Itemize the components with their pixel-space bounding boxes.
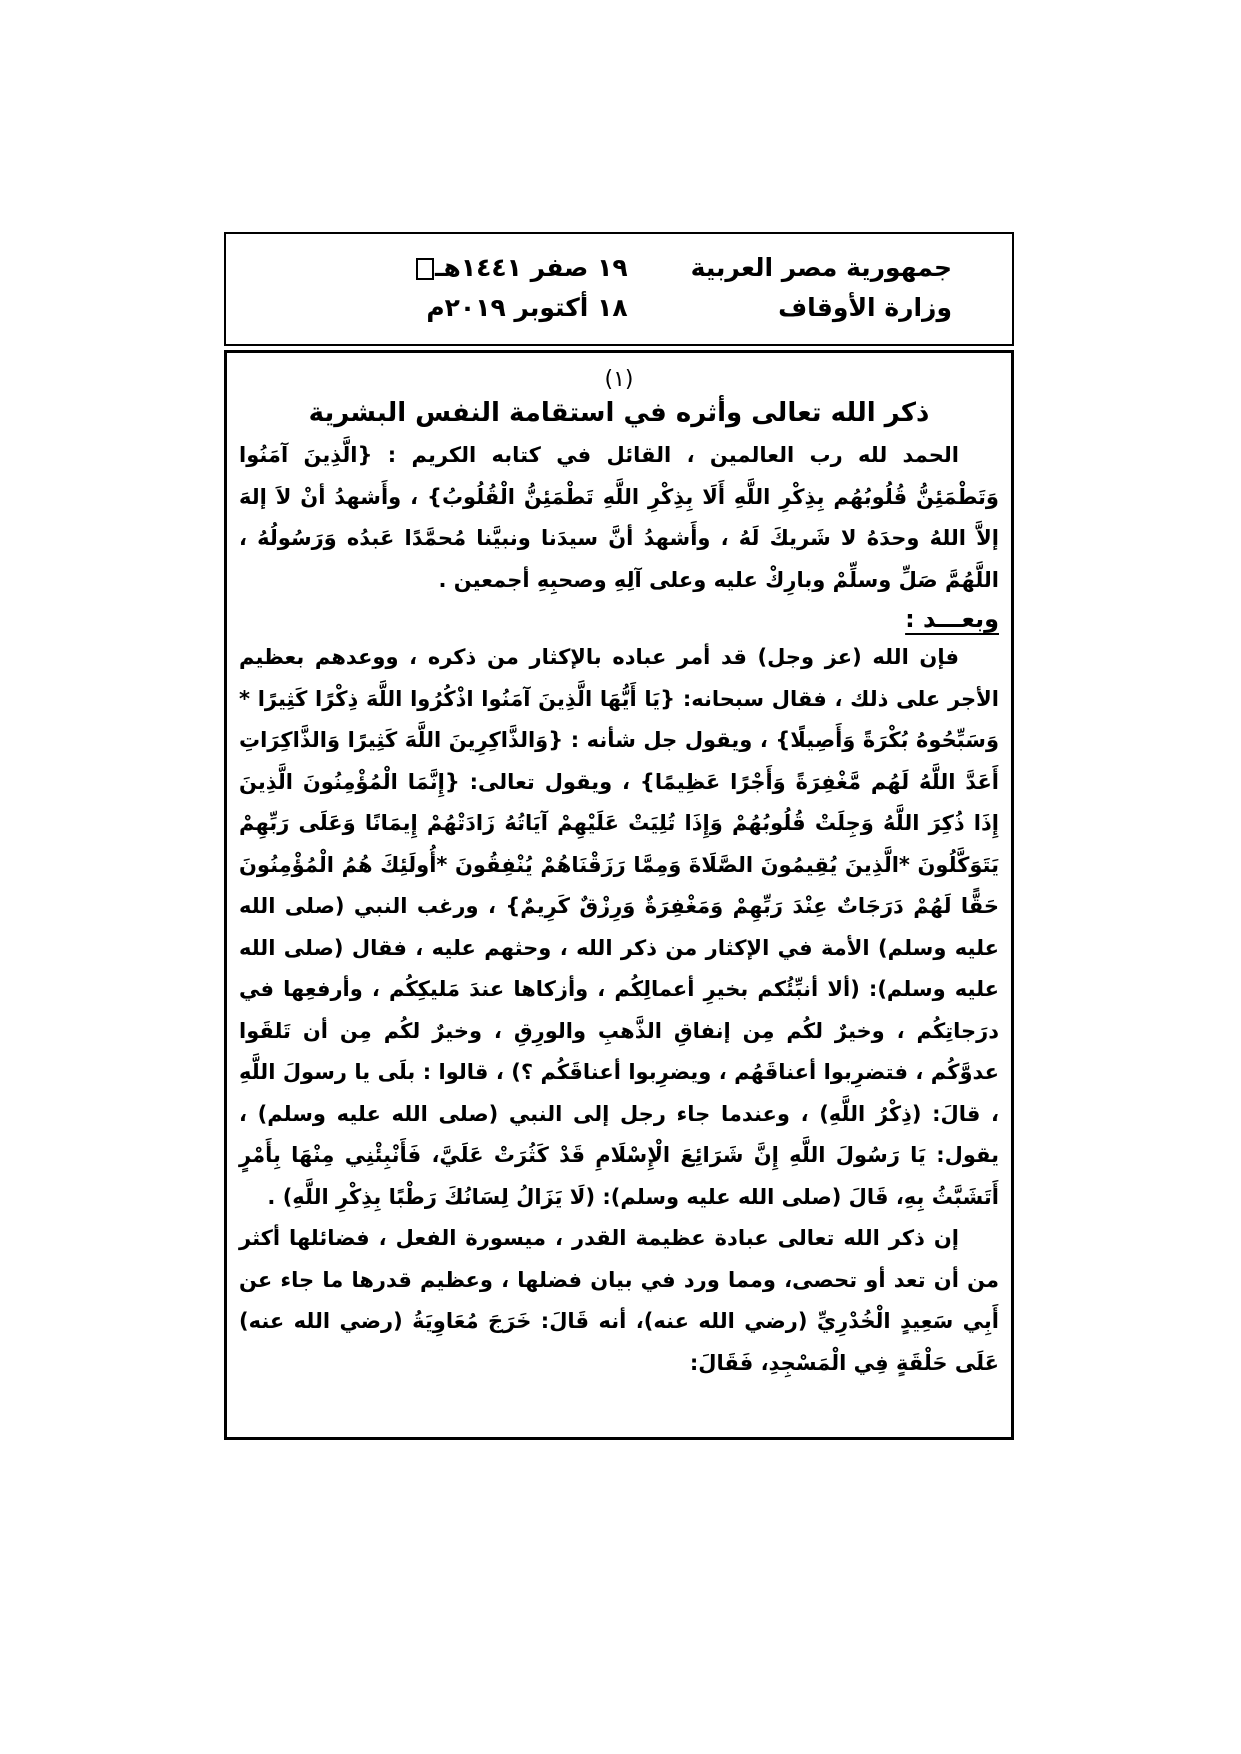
missing-glyph-box — [416, 258, 434, 280]
closing-paragraph: إن ذكر الله تعالى عبادة عظيمة القدر ، ميسورة الفعل ، فضائلها أكثر من أن تعد أو تحصى، ومما ورد في بيان فضلها ، وعظيم قدرها ما جاء عن أَبِي سَعِيدٍ الْخُدْرِيِّ (رضي الله عنه)، أنه قَالَ: خَرَجَ مُعَاوِيَةُ (رضي الله عنه) عَلَى حَلْقَةٍ فِي الْمَسْجِدِ، فَقَالَ: — [239, 1226, 999, 1375]
gregorian-date: ١٨ أكتوبر ٢٠١٩م — [426, 293, 628, 322]
wa-bad-heading: وبعـــد : — [905, 605, 999, 633]
header-box — [224, 232, 1014, 346]
sermon-title: ذكر الله تعالى وأثره في استقامة النفس البشرية — [308, 398, 930, 428]
ministry-block — [691, 248, 952, 328]
ministry-name: وزارة الأوقاف — [778, 293, 952, 322]
content-box — [224, 350, 1014, 1440]
opening-paragraph: الحمد لله رب العالمين ، القائل في كتابه الكريم : {الَّذِينَ آمَنُوا وَتَطْمَئِنُّ قُلُوبُهُم بِذِكْرِ اللَّهِ أَلَا بِذِكْرِ اللَّهِ تَطْمَئِنُّ الْقُلُوبُ} ، وأَشهدُ أنْ لاَ إلهَ إلاَّ اللهُ وحدَهُ لا شَريكَ لَهُ ، وأَشهدُ أنَّ سيدَنا ونبيَّنا مُحمَّدًا عَبدُه وَرَسُولُهُ ، اللَّهُمَّ صَلِّ وسلِّمْ وبارِكْ عليه وعلى آلِهِ وصحبِهِ أجمعين . — [239, 443, 999, 592]
date-block — [416, 248, 628, 328]
hijri-date: ١٩ صفر ١٤٤١هـ — [416, 248, 628, 288]
country-name: جمهورية مصر العربية — [690, 253, 952, 282]
body-paragraph: فإن الله (عز وجل) قد أمر عباده بالإكثار من ذكره ، ووعدهم بعظيم الأجر على ذلك ، فقال سبحانه: {يَا أَيُّهَا الَّذِينَ آمَنُوا اذْكُرُوا اللَّهَ ذِكْرًا كَثِيرًا * وَسَبِّحُوهُ بُكْرَةً وَأَصِيلًا} ، ويقول جل شأنه : {وَالذَّاكِرِينَ اللَّهَ كَثِيرًا وَالذَّاكِرَاتِ أَعَدَّ اللَّهُ لَهُم مَّغْفِرَةً وَأَجْرًا عَظِيمًا} ، ويقول تعالى: {إِنَّمَا الْمُؤْمِنُونَ الَّذِينَ إِذَا ذُكِرَ اللَّهُ وَجِلَتْ قُلُوبُهُمْ وَإِذَا تُلِيَتْ عَلَيْهِمْ آيَاتُهُ زَادَتْهُمْ إِيمَانًا وَعَلَى رَبِّهِمْ يَتَوَكَّلُونَ *الَّذِينَ يُقِيمُونَ الصَّلَاةَ وَمِمَّا رَزَقْنَاهُمْ يُنْفِقُونَ *أُولَئِكَ هُمُ الْمُؤْمِنُونَ حَقًّا لَهُمْ دَرَجَاتٌ عِنْدَ رَبِّهِمْ وَمَغْفِرَةٌ وَرِزْقٌ كَرِيمٌ} ، ورغب النبي (صلى الله عليه وسلم) الأمة في الإكثار من ذكر الله ، وحثهم عليه ، فقال (صلى الله عليه وسلم): (ألا أنبِّئُكم بخيرِ أعمالِكُم ، وأزكاها عندَ مَليكِكُم ، وأرفعِها في درَجاتِكُم ، وخيرٌ لكُم مِن إنفاقِ الذَّهبِ والورِقِ ، وخيرٌ لكُم مِن أن تَلقَوا عدوَّكُم ، فتضرِبوا أعناقَهُم ، ويضرِبوا أعناقَكُم ؟) ، قالوا : بلَى يا رسولَ اللَّهِ ، قالَ: (ذِكْرُ اللَّهِ) ، وعندما جاء رجل إلى النبي (صلى الله عليه وسلم) ، يقول: يَا رَسُولَ اللَّهِ إِنَّ شَرَائِعَ الْإِسْلَامِ قَدْ كَثُرَتْ عَلَيَّ، فَأَنْبِئْنِي مِنْهَا بِأَمْرٍ أَتَشَبَّثُ بِهِ، قَالَ (صلى الله عليه وسلم): (لَا يَزَالُ لِسَانُكَ رَطْبًا بِذِكْرِ اللَّهِ) . — [239, 645, 999, 1209]
section-number: (١) — [604, 367, 634, 392]
